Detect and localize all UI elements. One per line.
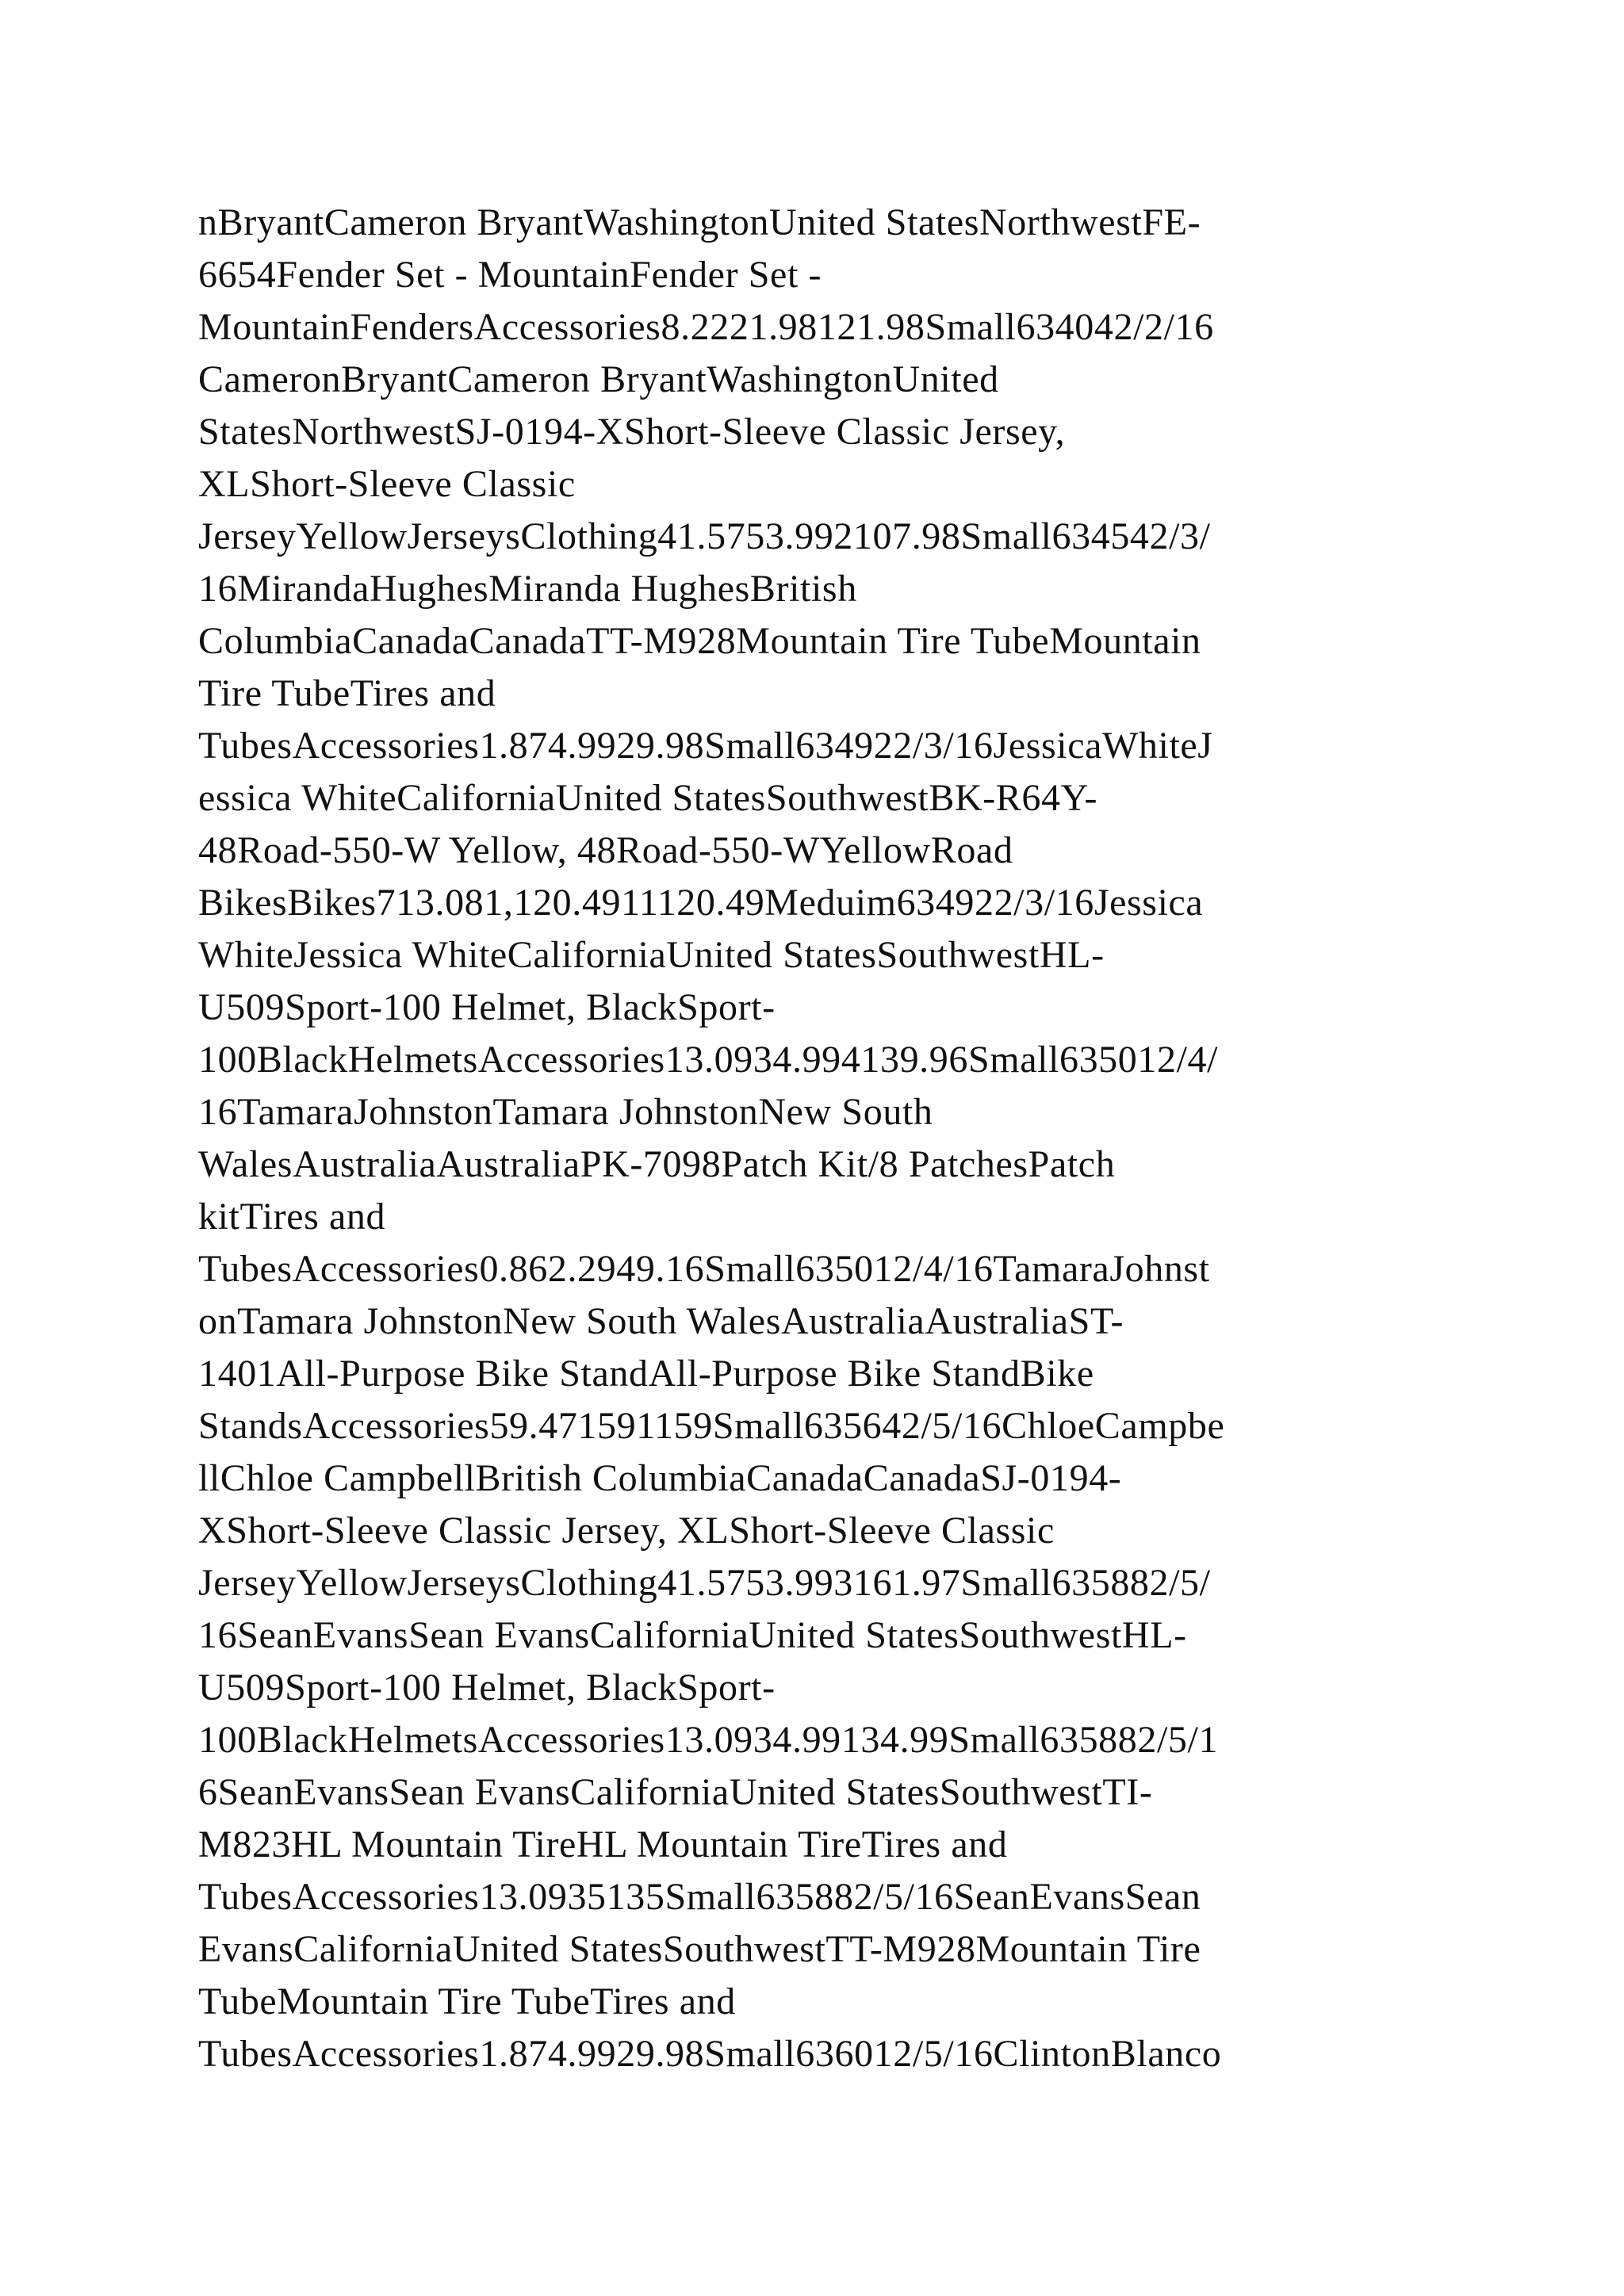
text-line: 48Road-550-W Yellow, 48Road-550-WYellowRoad xyxy=(198,829,1013,871)
text-line: essica WhiteCaliforniaUnited StatesSouthwestBK-R64Y- xyxy=(198,777,1098,819)
text-line: 16SeanEvansSean EvansCaliforniaUnited StatesSouthwestHL- xyxy=(198,1614,1187,1656)
text-line: TubesAccessories13.0935135Small635882/5/16SeanEvansSean xyxy=(198,1876,1201,1918)
text-line: U509Sport-100 Helmet, BlackSport- xyxy=(198,1667,776,1709)
text-line: BikesBikes713.081,120.4911120.49Meduim634922/3/16Jessica xyxy=(198,882,1204,924)
text-line: Tire TubeTires and xyxy=(198,672,496,714)
text-line: CameronBryantCameron BryantWashingtonUnited xyxy=(198,358,999,400)
text-line: ColumbiaCanadaCanadaTT-M928Mountain Tire TubeMountain xyxy=(198,620,1201,662)
text-line: 16TamaraJohnstonTamara JohnstonNew South xyxy=(198,1091,933,1133)
text-line: TubesAccessories1.874.9929.98Small636012/5/16ClintonBlanco xyxy=(198,2033,1222,2075)
text-line: U509Sport-100 Helmet, BlackSport- xyxy=(198,986,776,1028)
text-line: JerseyYellowJerseysClothing41.5753.993161.97Small635882/5/ xyxy=(198,1562,1211,1604)
text-line: 6SeanEvansSean EvansCaliforniaUnited StatesSouthwestTI- xyxy=(198,1771,1153,1813)
text-line: EvansCaliforniaUnited StatesSouthwestTT-M928Mountain Tire xyxy=(198,1928,1201,1970)
text-line: JerseyYellowJerseysClothing41.5753.992107.98Small634542/3/ xyxy=(198,515,1211,557)
text-line: nBryantCameron BryantWashingtonUnited StatesNorthwestFE- xyxy=(198,201,1201,243)
text-line: llChloe CampbellBritish ColumbiaCanadaCanadaSJ-0194- xyxy=(198,1457,1122,1499)
text-line: StatesNorthwestSJ-0194-XShort-Sleeve Classic Jersey, xyxy=(198,411,1066,453)
text-line: XLShort-Sleeve Classic xyxy=(198,463,576,505)
text-line: 16MirandaHughesMiranda HughesBritish xyxy=(198,568,857,610)
text-line: TubeMountain Tire TubeTires and xyxy=(198,1980,736,2022)
text-line: 1401All-Purpose Bike StandAll-Purpose Bike StandBike xyxy=(198,1353,1094,1395)
text-line: 6654Fender Set - MountainFender Set - xyxy=(198,254,822,296)
text-line: WalesAustraliaAustraliaPK-7098Patch Kit/8 PatchesPatch xyxy=(198,1143,1116,1185)
text-line: TubesAccessories1.874.9929.98Small634922/3/16JessicaWhiteJ xyxy=(198,725,1213,767)
text-line: MountainFendersAccessories8.2221.98121.98Small634042/2/16 xyxy=(198,306,1214,348)
document-body xyxy=(198,197,1467,2080)
text-line: M823HL Mountain TireHL Mountain TireTires and xyxy=(198,1823,1008,1866)
text-line: TubesAccessories0.862.2949.16Small635012/4/16TamaraJohnst xyxy=(198,1248,1210,1290)
text-line: onTamara JohnstonNew South WalesAustraliaAustraliaST- xyxy=(198,1300,1124,1342)
text-line: 100BlackHelmetsAccessories13.0934.99134.99Small635882/5/1 xyxy=(198,1719,1219,1761)
text-line: kitTires and xyxy=(198,1196,386,1238)
text-line: WhiteJessica WhiteCaliforniaUnited StatesSouthwestHL- xyxy=(198,934,1105,976)
text-line: 100BlackHelmetsAccessories13.0934.994139.96Small635012/4/ xyxy=(198,1039,1219,1081)
text-line: XShort-Sleeve Classic Jersey, XLShort-Sleeve Classic xyxy=(198,1510,1055,1552)
text-line: StandsAccessories59.471591159Small635642/5/16ChloeCampbe xyxy=(198,1405,1225,1447)
